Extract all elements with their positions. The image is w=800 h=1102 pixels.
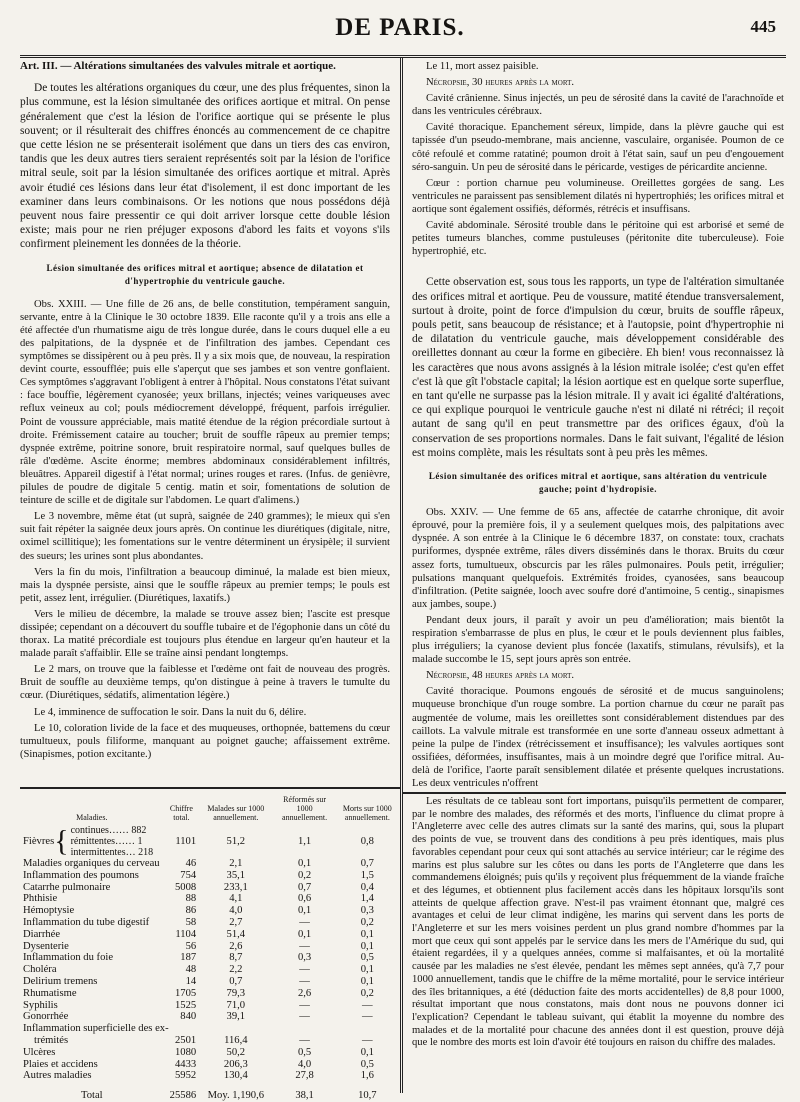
paragraph-nov-3: Le 3 novembre, même état (ut suprà, saignée de 240 grammes); le mieux qui s'en suit fait répéter la saignée deux jours après. On continue les diurétiques (digitale, nitre, oximel scillitique); les fomentations sur le ventre déterminent un érysipèle; il survient des sueurs; les urines sont plus abondantes. [20,511,390,562]
column-divider [400,58,403,1093]
fever-count: 1 [137,836,143,847]
table-row [20,1000,398,1012]
cavite-thoracique-2: Cavité thoracique. Poumons engoués de sérosité et de mucus sanguinolens; muqueuse bronchique d'un rouge sombre. La portion charnue du cœur ne paraît pas augmentée de volume, mais les oreillettes sont considérablement distendues par des caillots. La valvule mitrale est transformée en une sorte d'anneau osseux admettant à peine la pulpe de l'index (rétrécissement et insuffisance); les valvules aortiques sont ossifiées, déformées, insuffisantes, mais à un moindre degré que l'orifice mitral. Au-delà de l'orifice, l'aorte paraît sensiblement dilatée et présente quelques incrustations. Les deux ventricules n'offrent [412,686,784,790]
cell: — [299,916,310,928]
row-label: Rhumatisme [23,987,77,999]
row-label: Inflammation du foie [23,952,114,964]
cell: 116,4 [224,1034,248,1046]
article-title: Art. III. — Altérations simultanées des valvules mitrale et aortique. [20,60,336,72]
table-row [20,1011,398,1023]
row-label: Plaies et accidens [23,1058,98,1070]
cell: 35,1 [226,869,246,881]
table-row [20,988,398,1000]
row-label: trémités [34,1034,69,1046]
cell: 27,8 [295,1070,314,1082]
table-row [20,952,398,964]
cell: 86 [185,905,197,917]
col-header-malades: Malades sur 1000 annuellement. [207,804,265,822]
cell: 14 [185,975,197,987]
cell: 754 [180,869,197,881]
fever-type: intermittentes [70,847,126,858]
cell: 5952 [174,1070,197,1082]
cell: — [362,1011,373,1023]
total-cell: 25586 [169,1090,197,1102]
cell: 1101 [175,835,197,847]
running-title: DE PARIS. [335,14,465,41]
cell: 0,1 [297,858,312,869]
cell: 0,2 [297,869,312,881]
row-label: Choléra [23,964,57,976]
cell: — [299,964,310,976]
page-header [0,0,800,44]
bottom-right-column [412,796,784,1050]
cell: 2501 [174,1034,197,1046]
table-row [20,1023,398,1035]
statistics-table [20,795,398,1102]
cell: 0,8 [360,835,374,847]
cell: 0,7 [297,881,312,893]
cell: 8,7 [229,952,243,964]
total-cell: 10,7 [358,1090,377,1102]
row-label: Dysenterie [23,940,69,952]
cell: 0,1 [297,928,312,940]
cell: 46 [185,858,197,869]
row-label: Maladies organiques du cerveau [23,858,160,869]
cell: — [299,1034,310,1046]
table-row [20,1047,398,1059]
cell: 4,0 [297,1058,312,1070]
coeur-paragraph: Cœur : portion charnue peu volumineuse. Oreillettes gorgées de sang. Les ventricules ne paraissent pas sensiblement dilatés ni hypertrophiés; les orifices mitral et aortique sont également ossifiés, déformés, rétrécis et insuffisans. [412,177,784,215]
row-label: Inflammation du tube digestif [23,916,150,928]
table-row [20,917,398,929]
table-row-fevers: Fièvres{ continues…… 882 rémittentes…… 1 intermittentes… 218 1101 51,2 1,1 0,8 [20,825,398,858]
table-row [20,870,398,882]
col-header-total: Chiffre total. [169,804,193,822]
bottom-rule [402,792,786,794]
table-row [20,893,398,905]
cell: 5008 [174,881,197,893]
cell: 1705 [174,987,197,999]
fever-count: 882 [131,825,147,836]
cell: 0,2 [360,916,374,928]
fever-type: rémittentes [70,836,116,847]
row-label: Phthisie [23,893,58,905]
table-row [20,1035,398,1047]
table-row [20,976,398,988]
cell: 88 [185,893,197,905]
cell: 51,4 [226,928,246,940]
necropsie-heading: Nécropsie, 30 heures après la mort. [426,77,574,89]
cell: 1525 [174,999,197,1011]
row-label: Autres maladies [23,1070,92,1082]
observation-24: Obs. XXIV. — Une femme de 65 ans, affectée de catarrhe chronique, dit avoir éprouvé, pour la première fois, il y a seulement quelques mois, des palpitations avec dyspnée. A son entrée à la Clinique le 6 décembre 1837, on constate: toux, crachats puriformes, dyspnée extrême, râles divers disséminés dans le thorax. Bruits du cœur assez forts, tumultueux, obscurcis par les râles pulmonaires. Pouls petit, irrégulier; pulsations manquant quelquefois. Extrémités froides, cyanosées, sans beaucoup d'infiltration. (Petite saignée, looch avec soufre doré d'antimoine, 5 centig., sinapismes aux jambes, soupe.) [412,507,784,610]
cell: 0,3 [360,905,374,917]
cell: 0,1 [297,905,312,917]
cell: 58 [185,916,197,928]
cell: 233,1 [223,881,248,893]
section-heading: Lésion simultanée des orifices mitral et aortique; absence de dilatation et d'hypertrophie du ventricule gauche. [46,262,364,286]
table-row [20,882,398,894]
cell: 0,5 [297,1046,312,1058]
observation-23: Obs. XXIII. — Une fille de 26 ans, de belle constitution, tempérament sanguin, servante, entre à la Clinique le 30 octobre 1839. Elle raconte qu'il y a trois ans elle a été affectée d'un rhumatisme aigu de très longue durée, dans le cours duquel elle a eu des palpitations, de la dyspnée et de l'infiltration des jambes. Cependant ces symptômes se dissipèrent ou à peu près. Il y a six mois que, de nouveau, la respiration devint courte, essoufflée; puis elle s'aperçut que ses jambes et son ventre gonflaient. Ces symptômes s'aggravant l'obligent à entrer à l'hôpital. Nous constatons l'état suivant : face bouffie, légèrement cyanosée; yeux brillans, injectés; veines variqueuses avec reflux veineux au col; pouls médiocrement développé, fréquent, parfois irrégulier. Point de voussure appréciable, mais matité étendue de la région précordiale surtout à droite. Frémissement cataire au toucher; bruit de souffle râpeux au premier temps; dyspnée extrême, poitrine sonore, bruit respiratoire normal, sauf quelques bulles de râle d'œdème. Ascite énorme; membres abdominaux considérablement infiltrés, bleuâtres. Appareil digestif à l'état normal; urines rouges et rares. (Infus. de genièvre, pilules de poudre de digitale 5 centig. matin et soir, fomentations de solution de teinture de scille et de digitale sur l'abdomen. Le quart d'alimens.) [20,298,390,507]
cell: 0,7 [229,975,243,987]
commentary-paragraph: Cette observation est, sous tous les rapports, un type de l'altération simultanée des orifices mitral et aortique. Peu de voussure, matité étendue transversalement, surtout à droite, point de force d'impulsion du cœur, bruits de souffle râpeux, pouls petit, sans beaucoup de résistance; et à l'autopsie, point d'hypertrophie ni de dilatation du ventricule gauche, mais développement considérable des oreillettes donnant au cœur la forme en gibecière. Eh bien! vous reconnaissez là les caractères que nous avons assignés à la lésion mitrale isolée; c'est qu'en effet c'est là que gît l'obstacle capital; la lésion aortique est en quelque sorte superflue, en tant qu'elle ne surpasse pas la lésion mitrale. Il y avait ici égalité d'altérations, ce qui explique pourquoi le ventricule gauche n'est ni dilaté ni rétréci; il reçoit autant de sang qu'il en peut transmettre par des orifices égaux, d'où la conservation de ses proportions normales. Dans le fait suivant, l'égalité de lésion est moins complète, mais les résultats sont à peu près les mêmes. [412,276,784,459]
cell: 56 [185,940,197,952]
cell: 48 [185,964,197,976]
table-row [20,941,398,953]
cell: 39,1 [226,1011,246,1023]
cell: 0,1 [360,928,374,940]
paragraph-4: Le 4, imminence de suffocation le soir. Dans la nuit du 6, délire. [34,706,307,718]
row-label: Hémoptysie [23,905,75,917]
table-row [20,964,398,976]
cavite-cranienne: Cavité crânienne. Sinus injectés, un peu de sérosité dans la cavité de l'arachnoïde et dans les ventricules cérébraux. [412,93,784,118]
row-label: Syphilis [23,999,58,1011]
total-cell: Moy. 1,190,6 [207,1090,265,1102]
cell: 1,1 [297,835,312,847]
intro-paragraph: De toutes les altérations organiques du cœur, une des plus fréquentes, sinon la plus commune, est la lésion simultanée des orifices aortique et mitral. On pense généralement que c'est la lésion de l'orifice aortique qui se présente le plus souvent; or il résulterait des chiffres énoncés au commencement de ce chapitre que cette lésion ne se présenterait isolément que dans un tiers des cas environ, tandis que les deux autres tiers seraient représentés soit par la lésion de l'orifice mitral seule, soit par la lésion simultanée des orifices aortique et mitral. Après avoir étudié ces lésions dans leur état d'isolement, il est donc important de les examiner dans leurs combinaisons. Or les notions que nous possédons déjà peuvent nous faire pressentir ce qui doit arriver lorsque cette double lésion existe; mais pour ne rien préjuger exposons d'abord les faits et voyons s'ils confirment pleinement les données de la théorie. [20,82,390,251]
fever-count: 218 [138,847,154,858]
cell: 0,5 [360,952,374,964]
table-row [20,858,398,870]
cell: 2,1 [229,858,243,869]
cell: 51,2 [226,835,246,847]
necropsie-heading-2: Nécropsie, 48 heures après la mort. [426,670,574,682]
row-label: Gonorrhée [23,1011,69,1023]
fever-type: continues [70,825,109,836]
cell: 1104 [175,928,197,940]
row-label: Ulcères [23,1046,56,1058]
cell: 0,1 [360,975,374,987]
cell: — [362,1034,373,1046]
cell: 206,3 [223,1058,248,1070]
paragraph-pendant: Pendant deux jours, il paraît y avoir un peu d'amélioration; mais bientôt la respiration s'embarrasse de plus en plus, le cœur et le pouls deviennent plus faibles, plus irréguliers; la cyanose devient plus foncée (laxatifs, stimulans, révulsifs), et la malade succombe le 15, sept jours après son entrée. [412,614,784,666]
cell: 1080 [174,1046,197,1058]
table-row [20,1059,398,1071]
col-header-reformes: Réformés sur 1000 annuellement. [282,795,328,822]
cell: — [299,940,310,952]
cell: 0,5 [360,1058,374,1070]
table-row [20,1070,398,1082]
cell: 1,4 [360,893,374,905]
cell: 0,1 [360,1046,374,1058]
row-label: Delirium tremens [23,975,98,987]
col-header-morts: Morts sur 1000 annuellement. [342,804,392,822]
cell: 187 [180,952,197,964]
cell: 71,0 [226,999,246,1011]
cell: 0,2 [360,987,374,999]
paragraph-march-2: Le 2 mars, on trouve que la faiblesse et l'œdème ont fait de nouveau des progrès. Bruit de souffle au deuxième temps, qu'on distingue à peine à travers le tumulte du cœur. (Diurétiques, sédatifs, alimentation légère.) [20,664,390,702]
row-label: Inflammation des poumons [23,869,139,881]
table-row [20,929,398,941]
section-heading-2: Lésion simultanée des orifices mitral et aortique, sans altération du ventricule gauche; point d'hydropisie. [428,470,768,495]
cell: 2,7 [229,916,243,928]
cell: 840 [180,1011,197,1023]
cell: 0,6 [297,893,312,905]
right-column [412,60,784,790]
page-number: 445 [750,17,776,36]
cell: — [299,999,310,1011]
tableau-commentary: Les résultats de ce tableau sont fort importans, puisqu'ils permettent de comparer, par le nombre des malades, des réformés et des morts, l'influence du climat propre à l'Angleterre avec celle des autres climats sur la santé des marins, qui, sous la plupart des points de vue, se trouvent dans des conditions à peu près identiques, mais plus favorables cependant pour ceux qui sont attachés au service intérieur; car le régime des marins est plus salubre sur les côtes ou dans les ports de l'Angleterre que dans les commandemens éloignés; puis qu'ils y reçoivent plus fréquemment de la viande fraîche et des légumes, et obtiennent plus facilement accès dans les hôpitaux lorsqu'ils sont atteints de quelque affection grave. N'est-il pas vraiment étonnant que, malgré ces avantages et celui de leur climat indigène, les marins qui servent dans les ports de l'Angleterre et sur les mers voisines perdent un plus grand nombre d'hommes par la mort que ceux qui sont appelés par le service dans les mers de l'Amérique du sud, qui étaient regardées, il y a quelques années, comme si malfaisantes, et où la mortalité causée par les maladies ne s'est élevée, pendant les mêmes sept années, qu'à 7,7 pour 1000 annuellement, tandis que le chiffre de la même mortalité, pour le service intérieur des îles britanniques, a été (déduction faite des morts accidentelles) de 8,8 pour 1000, résultat important que nous constatons, mais dont nous ne pouvons donner ici l'explication? Cependant le tableau suivant, qui établit la moyenne du nombre des malades et de la mortalité pour chacune des années dont il est question, prouve déjà que le nombre des morts est loin d'avoir été toujours en raison du chiffre des malades. [412,796,784,1049]
cell: 4433 [174,1058,197,1070]
cell: 4,0 [229,905,243,917]
table-row-total [20,1082,398,1102]
cell: 4,1 [229,893,243,905]
cell: 0,7 [360,858,374,869]
row-label: Catarrhe pulmonaire [23,881,111,893]
cell: — [299,975,310,987]
cell: 2,6 [297,987,312,999]
cell: 0,3 [297,952,312,964]
cell: — [362,999,373,1011]
row-label: Inflammation superficielle des ex- [23,1023,169,1035]
cell: 130,4 [223,1070,248,1082]
cell: 2,6 [229,940,243,952]
cavite-thoracique: Cavité thoracique. Epanchement séreux, limpide, dans la plèvre gauche qui est tapissée d'un pseudo-membrane, mais ancienne, vasculaire, organisée. Poumon de ce côté refoulé et comme ratatiné; poumon droit à l'état sain, sauf un peu d'engouement séro-sanguin. Un peu de sérosité dans le péricarde, vestiges de péricardite ancienne. [412,122,784,173]
row-label: Diarrhée [23,928,61,940]
col-header-maladies: Maladies. [76,813,108,822]
left-column [20,60,390,780]
cavite-abdominale: Cavité abdominale. Sérosité trouble dans le péritoine qui est arborisé et semé de petites tumeurs blanches, comme pustuleuses (péritonite dite tuberculeuse). Foie hypertrophié, etc. [412,220,784,258]
cell: 0,1 [360,964,374,976]
paragraph-11: Le 11, mort assez paisible. [426,61,539,72]
cell: 1,5 [360,869,374,881]
cell: 1,6 [360,1070,374,1082]
cell: — [299,1011,310,1023]
cell: 0,1 [360,940,374,952]
cell: 50,2 [226,1046,246,1058]
table-row [20,905,398,917]
cell: 79,3 [226,987,246,999]
cell: 0,4 [360,881,374,893]
paragraph-10: Le 10, coloration livide de la face et des muqueuses, orthopnée, battemens du cœur tumultueux, pouls filiforme, manquant au poignet gauche; affaissement extrême. (Sinapismes, potion excitante.) [20,722,390,760]
total-label: Total [81,1090,103,1102]
paragraph-mid-december: Vers le milieu de décembre, la malade se trouve assez bien; l'ascite est presque dissipée; cependant on a découvert du souffle tubaire et de l'égophonie dans un côté du thorax. La matité précordiale est toujours plus étendue en largeur qu'en hauteur et la malade paraît s'affaiblir. Elle se traîne ainsi pendant longtemps. [20,608,390,660]
table-rule [20,787,400,789]
cell: 2,2 [229,964,243,976]
paragraph-end-month: Vers la fin du mois, l'infiltration a beaucoup diminué, la malade est bien mieux, mais la dyspnée persiste, ainsi que le souffle râpeux au premier temps; le pouls est petit, assez lent, irrégulier. (Diurétiques, laxatifs.) [20,566,390,604]
total-cell: 38,1 [295,1090,314,1102]
fevers-label: Fièvres [23,835,55,847]
header-rule [20,55,786,58]
